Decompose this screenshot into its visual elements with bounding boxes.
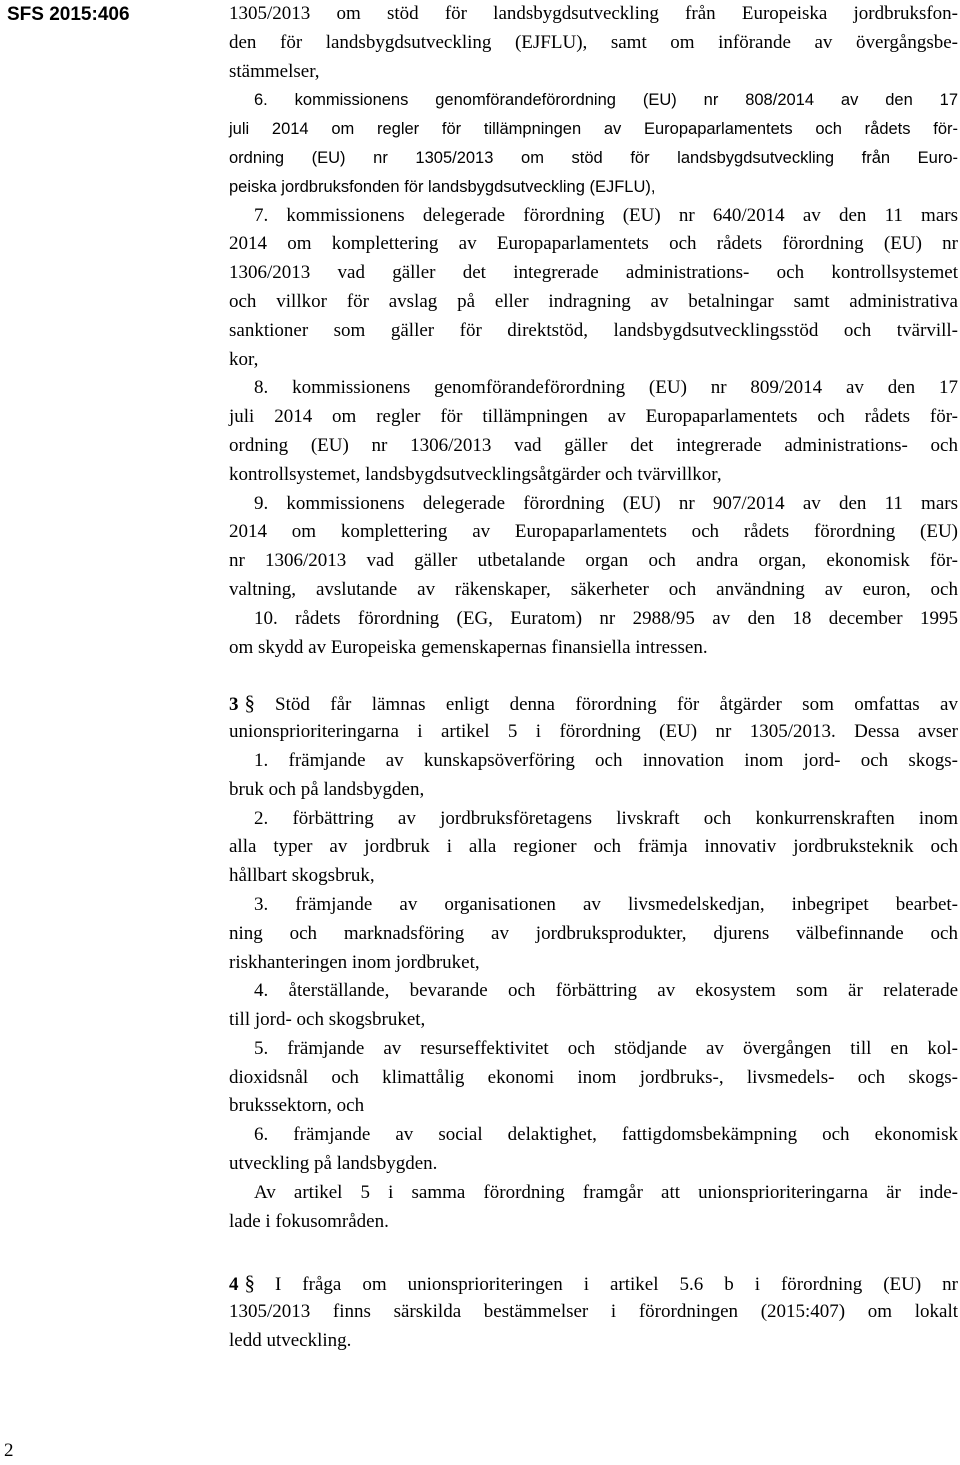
document-body — [229, 0, 958, 1356]
text-line: 1306/2013 vad gäller det integrerade administrations- och kontrollsystemet — [229, 262, 958, 284]
paragraph-4 — [229, 1269, 958, 1355]
section-sign: § — [244, 1271, 255, 1296]
text-line: 2014 om komplettering av Europaparlamentets och rådets förordning (EU) nr — [229, 233, 958, 255]
list-item-7: 7. kommissionens delegerade förordning (EU) nr 640/2014 av den 11 mars — [254, 204, 958, 226]
list-item-8: 8. kommissionens genomförandeförordning (EU) nr 809/2014 av den 17 — [254, 377, 958, 399]
text-line: till jord- och skogsbruket, — [229, 1009, 426, 1031]
list-item-1: 1. främjande av kunskapsöverföring och innovation inom jord- och skogs- — [254, 749, 958, 771]
paragraph-text: Stöd får lämnas enligt denna förordning för åtgärder som omfattas av — [275, 694, 958, 716]
text-line: ning och marknadsföring av jordbruksprodukter, djurens välbefinnande och — [229, 922, 958, 944]
text-line: kontrollsystemet, landsbygdsutvecklingsåtgärder och tvärvillkor, — [229, 463, 722, 485]
list-item-2: 2. förbättring av jordbruksföretagens livskraft och konkurrenskraften inom — [254, 807, 958, 829]
text-line: kor, — [229, 348, 259, 370]
text-line: peiska jordbruksfonden för landsbygdsutveckling (EJFLU), — [229, 177, 656, 196]
text-line: bruk och på landsbygden, — [229, 778, 425, 800]
text-line: riskhanteringen inom jordbruket, — [229, 951, 480, 973]
text-line: om skydd av Europeiska gemenskapernas finansiella intressen. — [229, 636, 708, 658]
text-line: juli 2014 om regler för tillämpningen av Europaparlamentets och rådets för- — [229, 120, 958, 139]
list-item-4: 4. återställande, bevarande och förbättring av ekosystem som är relaterade — [254, 980, 958, 1002]
list-item-3: 3. främjande av organisationen av livsmedelskedjan, inbegripet bearbet- — [254, 893, 958, 915]
list-item-9: 9. kommissionens delegerade förordning (EU) nr 907/2014 av den 11 mars — [254, 492, 958, 514]
paragraph-3-first-line — [229, 689, 958, 718]
list-item-6: 6. kommissionens genomförandeförordning (EU) nr 808/2014 av den 17 — [254, 91, 958, 110]
text-line: ledd utveckling. — [229, 1330, 352, 1352]
text-line: brukssektorn, och — [229, 1095, 365, 1117]
text-line: dioxidsnål och klimattålig ekonomi inom jordbruks-, livsmedels- och skogs- — [229, 1066, 958, 1088]
text-line: unionsprioriteringarna i artikel 5 i förordning (EU) nr 1305/2013. Dessa avser — [229, 721, 958, 743]
text-line: valtning, avslutande av räkenskaper, säkerheter och användning av euron, och — [229, 578, 958, 600]
text-line: och villkor för avslag på eller indragning av betalningar samt administrativa — [229, 290, 958, 312]
section-sign: § — [244, 691, 255, 716]
text-line: den för landsbygdsutveckling (EJFLU), samt om införande av övergångsbe- — [229, 31, 958, 53]
paragraph-text: I fråga om unionsprioriteringen i artikel 5.6 b i förordning (EU) nr — [275, 1274, 958, 1296]
text-line: stämmelser, — [229, 60, 320, 82]
paragraph-4-first-line — [229, 1269, 958, 1298]
text-line: lade i fokusområden. — [229, 1210, 389, 1232]
text-line: 1305/2013 om stöd för landsbygdsutveckling från Europeiska jordbruksfon- — [229, 3, 958, 24]
text-line: juli 2014 om regler för tillämpningen av Europaparlamentets och rådets för- — [229, 406, 958, 428]
list-item-10: 10. rådets förordning (EG, Euratom) nr 2988/95 av den 18 december 1995 — [254, 607, 958, 629]
list-item-5: 5. främjande av resurseffektivitet och stödjande av övergången till en kol- — [254, 1037, 958, 1059]
text-line: alla typer av jordbruk i alla regioner och främja innovativ jordbruksteknik och — [229, 836, 958, 858]
text-line: 2014 om komplettering av Europaparlamentets och rådets förordning (EU) — [229, 521, 958, 543]
text-line: Av artikel 5 i samma förordning framgår att unionsprioriteringarna är inde- — [254, 1181, 958, 1203]
page-number: 2 — [4, 1440, 14, 1461]
list-item-6: 6. främjande av social delaktighet, fattigdomsbekämpning och ekonomisk — [254, 1124, 958, 1146]
text-line: sanktioner som gäller för direktstöd, landsbygdsutvecklingsstöd och tvärvill- — [229, 319, 958, 341]
text-line: ordning (EU) nr 1305/2013 om stöd för landsbygdsutveckling från Euro- — [229, 148, 958, 167]
text-line: utveckling på landsbygden. — [229, 1153, 438, 1175]
text-line: nr 1306/2013 vad gäller utbetalande organ och andra organ, ekonomisk för- — [229, 550, 958, 572]
sfs-number: SFS 2015:406 — [7, 4, 130, 25]
paragraph-3 — [229, 689, 958, 1236]
text-line: ordning (EU) nr 1306/2013 vad gäller det integrerade administrations- och — [229, 434, 958, 456]
text-line: hållbart skogsbruk, — [229, 865, 375, 887]
paragraph-number: 4 — [229, 1274, 239, 1296]
text-line: 1305/2013 finns särskilda bestämmelser i förordningen (2015:407) om lokalt — [229, 1301, 958, 1323]
list-continuation — [229, 0, 958, 662]
paragraph-number: 3 — [229, 694, 239, 716]
